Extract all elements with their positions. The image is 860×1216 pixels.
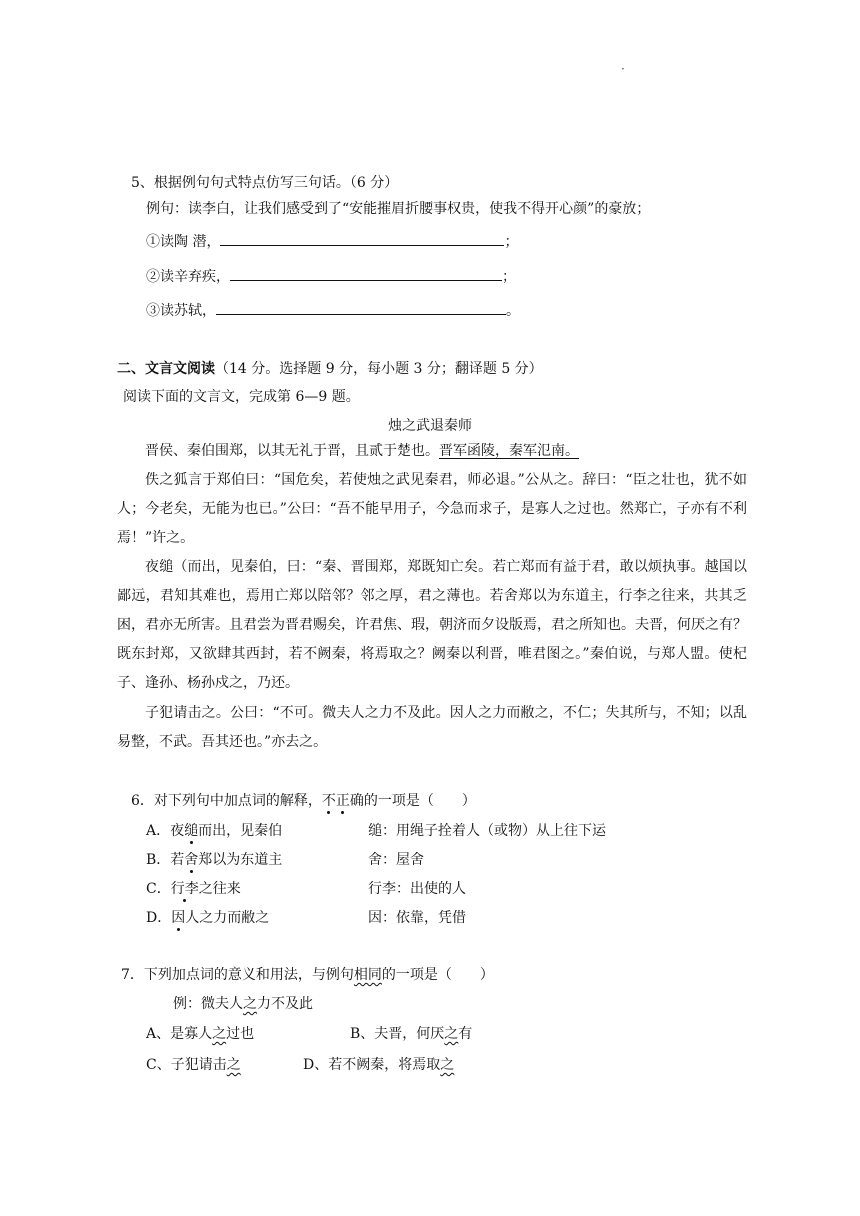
q6-option-b[interactable] [146,849,282,869]
dotted-word: 缒 [184,820,198,840]
option-text: 若 [170,852,185,868]
q7-option-a[interactable] [146,1023,254,1043]
q7-stem-text: 的一项是（ ） [381,967,494,983]
option-text: 夫晋，何厌 [374,1026,445,1042]
option-letter: B、 [350,1026,375,1042]
answer-blank[interactable] [216,300,506,315]
q6-stem-text: 确的一项是（ ） [349,793,476,809]
option-letter: D、 [303,1057,329,1073]
option-letter: A． [146,823,171,839]
q7-option-c[interactable] [146,1054,241,1074]
passage-title: 烛之武退秦师 [388,418,472,434]
passage-paragraph-1 [117,437,747,466]
q6-option-a-explanation: 缒：用绳子拴着人（或物）从上往下运 [368,823,606,839]
q5-item-1 [146,231,518,251]
underlined-sentence: 晋军函陵，秦军氾南。 [439,443,579,459]
option-text: 若不阙秦，将焉取 [328,1057,441,1073]
wavy-word: 之 [444,1026,459,1042]
option-text: 过也 [226,1026,255,1042]
q6-option-d-explanation: 因：依靠，凭借 [368,910,466,926]
option-letter: C、 [146,1057,171,1073]
wavy-word: 之 [243,996,257,1012]
q5-item-end: ； [502,269,516,285]
passage-paragraph-3: 夜缒（而出，见秦伯，曰：“秦、晋围郑，郑既知亡矣。若亡郑而有益于君，敢以烦执事。越国以鄙远，君知其难也，焉用亡郑以陪邻？邻之厚，君之薄也。若舍郑以为东道主，行李之往来，共其乏困，君亦无所害。且君尝为晋君赐矣，许君焦、瑕，朝济而夕设版焉，君之所知也。夫晋，何厌之有？既东封郑，又欲肆其西封，若不阙秦，将焉取之？阙秦以利晋，唯君图之。”秦伯说，与郑人盟。使杞子、逢孙、杨孙戍之，乃还。 [117,559,747,691]
wavy-word: 之 [226,1057,241,1073]
answer-blank[interactable] [220,231,504,246]
example-text: 力不及此 [257,996,313,1012]
dotted-word: 舍 [184,849,198,869]
q5-item-2 [146,266,516,286]
section-note: （14 分。选择题 9 分，每小题 3 分；翻译题 5 分） [215,361,543,377]
q5-example: 例句：读李白，让我们感受到了“安能摧眉折腰事权贵，使我不得开心颜”的豪放； [146,201,651,217]
reading-instruction: 阅读下面的文言文，完成第 6—9 题。 [123,389,360,405]
q5-item-label: ③读苏轼， [146,303,216,319]
example-text: 例：微夫人 [173,996,243,1012]
option-text: 而出，见秦伯 [198,823,283,839]
q5-item-label: ①读陶 潜， [146,234,221,250]
option-text: 夜 [170,823,185,839]
q5-item-end: 。 [506,303,520,319]
q5-title: 5、根据例句句式特点仿写三句话。（6 分） [131,175,399,191]
paragraph-text: 晋侯、秦伯围郑，以其无礼于晋，且贰于楚也。 [145,443,439,459]
q7-option-b[interactable] [350,1023,472,1043]
q6-option-c-explanation: 行李：出使的人 [368,881,466,897]
wavy-word: 之 [212,1026,227,1042]
option-text: 郑以为东道主 [198,852,283,868]
dotted-word: 行李 [171,878,199,898]
q7-stem [121,964,494,984]
header-mark: · [621,62,625,76]
option-letter: C． [146,881,171,897]
q5-item-label: ②读辛弃疾， [146,269,230,285]
wavy-word: 相同 [353,967,382,983]
wavy-word: 之 [440,1057,455,1073]
option-text: 有 [458,1026,473,1042]
passage-paragraph-2: 佚之狐言于郑伯曰：“国危矣，若使烛之武见秦君，师必退。”公从之。辞曰：“臣之壮也，犹不如人；今老矣，无能为也已。”公曰：“吾不能早用子，今急而求子，是寡人之过也。然郑亡，子亦有不利焉！”许之。 [117,472,747,546]
q6-option-a[interactable] [146,820,282,840]
q5-item-3 [146,300,520,320]
dotted-word: 不 [322,790,336,810]
option-letter: B． [146,852,171,868]
q6-option-d[interactable] [146,907,269,927]
option-text: 子犯请击 [170,1057,227,1073]
dotted-word: 因 [171,907,185,927]
q7-example [173,993,313,1013]
passage-paragraph-4: 子犯请击之。公曰：“不可。微夫人之力不及此。因人之力而敝之，不仁；失其所与，不知；以乱易整，不武。吾其还也。”亦去之。 [117,705,747,750]
q6-stem [131,790,476,810]
option-text: 人之力而敝之 [185,910,270,926]
option-letter: D． [146,910,172,926]
section-title: 二、文言文阅读 [117,361,215,377]
section-heading [117,358,543,378]
q6-stem-text: 6．对下列句中加点词的解释， [131,793,322,809]
q7-stem-text: 7．下列加点词的意义和用法，与例句 [121,967,354,983]
q5-item-end: ； [504,234,519,250]
q7-option-d[interactable] [303,1054,454,1074]
option-letter: A、 [146,1026,171,1042]
q6-option-c[interactable] [146,878,241,898]
dotted-word: 正 [336,790,350,810]
option-text: 之往来 [198,881,241,897]
answer-blank[interactable] [230,266,502,281]
option-text: 是寡人 [170,1026,213,1042]
q6-option-b-explanation: 舍：屋舍 [368,852,424,868]
